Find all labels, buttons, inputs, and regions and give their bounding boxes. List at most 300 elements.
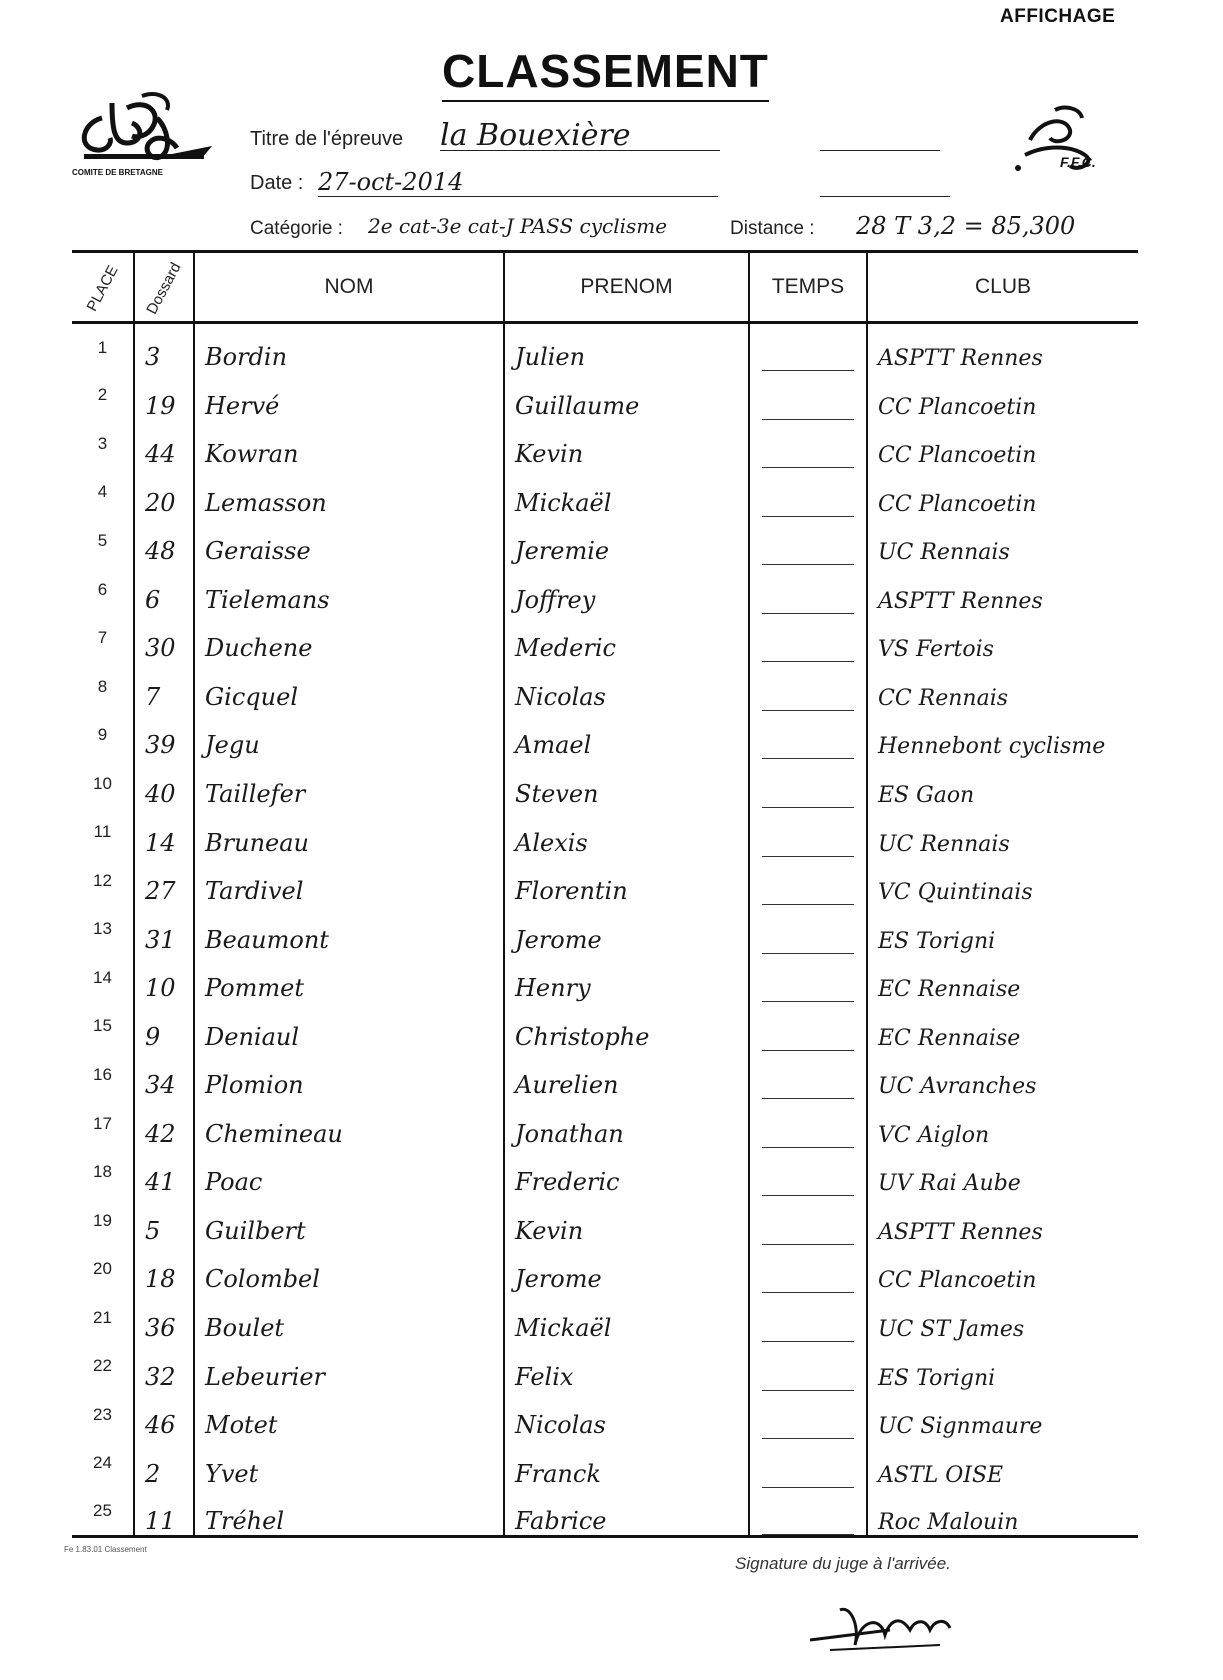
dossard-cell-text: 36	[135, 1314, 186, 1342]
form-reference: Fe 1.83.01 Classement	[64, 1545, 147, 1554]
prenom-cell-text: Amael	[505, 731, 601, 759]
temps-cell	[749, 662, 867, 711]
nom-cell	[194, 1002, 504, 1051]
col-club-header: CLUB	[867, 252, 1138, 323]
nom-cell-text: Tardivel	[195, 877, 313, 905]
club-cell	[867, 1245, 1138, 1294]
nom-cell-text: Lebeurier	[195, 1363, 335, 1391]
nom-cell	[194, 1439, 504, 1488]
club-cell-text: ES Torigni	[868, 929, 1005, 954]
dossard-cell-text: 40	[135, 780, 186, 808]
nom-cell-text: Hervé	[195, 392, 289, 420]
club-cell-text: VC Aiglon	[868, 1123, 999, 1148]
nom-cell	[194, 1099, 504, 1148]
prenom-cell-text: Kevin	[505, 440, 593, 468]
table-row	[72, 1148, 1138, 1197]
nom-cell-text: Yvet	[195, 1460, 268, 1488]
titre-label: Titre de l'épreuve	[250, 128, 404, 150]
club-cell	[867, 905, 1138, 954]
club-cell	[867, 468, 1138, 517]
dossard-cell	[134, 323, 194, 372]
club-cell-text: UV Rai Aube	[868, 1171, 1031, 1196]
club-cell-text: ASTL OISE	[868, 1463, 1013, 1488]
club-cell	[867, 1439, 1138, 1488]
temps-cell	[749, 323, 867, 372]
place-cell: 23	[72, 1391, 134, 1440]
club-cell-text: Hennebont cyclisme	[868, 734, 1115, 759]
temps-cell	[749, 565, 867, 614]
titre-value: la Bouexière	[440, 118, 631, 153]
nom-cell-text: Pommet	[195, 974, 314, 1002]
table-row	[72, 1196, 1138, 1245]
prenom-cell-text: Felix	[505, 1363, 583, 1391]
club-cell-text: Roc Malouin	[868, 1510, 1028, 1536]
col-dossard-header: Dossard	[134, 252, 194, 323]
place-cell: 20	[72, 1245, 134, 1294]
prenom-cell-text: Florentin	[505, 877, 638, 905]
ranking-rows	[72, 323, 1138, 1537]
prenom-cell-text: Julien	[505, 343, 595, 371]
date-label: Date :	[250, 172, 304, 194]
nom-cell	[194, 323, 504, 372]
club-cell-text: UC Signmaure	[868, 1414, 1052, 1439]
prenom-cell	[504, 1002, 749, 1051]
place-cell: 25	[72, 1488, 134, 1537]
prenom-cell-text: Aurelien	[505, 1071, 628, 1099]
table-row	[72, 1099, 1138, 1148]
temps-cell	[749, 808, 867, 857]
prenom-cell	[504, 954, 749, 1003]
prenom-cell	[504, 1245, 749, 1294]
club-cell	[867, 857, 1138, 906]
club-cell-text: EC Rennaise	[868, 1026, 1030, 1051]
club-cell	[867, 1148, 1138, 1197]
prenom-cell-text: Christophe	[505, 1023, 659, 1051]
temps-cell	[749, 857, 867, 906]
nom-cell	[194, 1488, 504, 1537]
table-row	[72, 857, 1138, 906]
comite-logo	[72, 88, 222, 194]
nom-cell-text: Bordin	[195, 343, 297, 371]
prenom-cell-text: Frederic	[505, 1168, 629, 1196]
club-cell	[867, 1293, 1138, 1342]
nom-cell-text: Deniaul	[195, 1023, 309, 1051]
dossard-cell-text: 11	[135, 1507, 186, 1536]
place-cell: 2	[72, 371, 134, 420]
dossard-cell-text: 32	[135, 1363, 186, 1391]
col-prenom-header: PRENOM	[504, 252, 749, 323]
dossard-cell-text: 18	[135, 1265, 186, 1293]
prenom-cell-text: Nicolas	[505, 683, 616, 711]
nom-cell	[194, 614, 504, 663]
date-underline-2	[820, 196, 950, 197]
nom-cell	[194, 1148, 504, 1197]
nom-cell	[194, 662, 504, 711]
temps-cell	[749, 759, 867, 808]
club-cell	[867, 808, 1138, 857]
place-cell: 5	[72, 517, 134, 566]
dossard-cell-text: 30	[135, 634, 186, 662]
ffc-logo	[1010, 100, 1120, 192]
nom-cell	[194, 1342, 504, 1391]
club-cell-text: VS Fertois	[868, 637, 1004, 662]
temps-cell	[749, 1439, 867, 1488]
temps-blank-line	[762, 1534, 854, 1535]
table-row	[72, 759, 1138, 808]
temps-cell	[749, 1051, 867, 1100]
prenom-cell	[504, 808, 749, 857]
club-cell-text: ES Torigni	[868, 1366, 1005, 1391]
place-cell: 4	[72, 468, 134, 517]
club-cell-text: CC Plancoetin	[868, 443, 1046, 468]
place-cell: 17	[72, 1099, 134, 1148]
prenom-cell	[504, 1099, 749, 1148]
place-cell: 14	[72, 954, 134, 1003]
nom-cell	[194, 565, 504, 614]
table-row	[72, 420, 1138, 469]
club-cell	[867, 711, 1138, 760]
prenom-cell-text: Henry	[505, 974, 601, 1002]
dossard-cell	[134, 808, 194, 857]
nom-cell-text: Beaumont	[195, 926, 339, 954]
temps-cell	[749, 1196, 867, 1245]
nom-cell	[194, 808, 504, 857]
temps-cell	[749, 614, 867, 663]
table-row	[72, 1488, 1138, 1537]
prenom-cell	[504, 759, 749, 808]
club-cell-text: CC Rennais	[868, 686, 1018, 711]
table-row	[72, 905, 1138, 954]
nom-cell-text: Kowran	[195, 440, 309, 468]
nom-cell	[194, 1391, 504, 1440]
place-cell: 8	[72, 662, 134, 711]
distance-label: Distance :	[730, 218, 815, 239]
distance-value: 28 T 3,2 = 85,300	[856, 212, 1076, 240]
table-row	[72, 565, 1138, 614]
place-cell: 24	[72, 1439, 134, 1488]
dossard-cell-text: 34	[135, 1071, 186, 1099]
prenom-cell-text: Guillaume	[505, 392, 649, 420]
nom-cell	[194, 857, 504, 906]
place-cell: 19	[72, 1196, 134, 1245]
nom-cell-text: Motet	[195, 1411, 288, 1439]
dossard-cell	[134, 759, 194, 808]
signature-label: Signature du juge à l'arrivée.	[735, 1554, 951, 1573]
temps-cell	[749, 711, 867, 760]
dossard-cell-text: 44	[135, 440, 186, 468]
place-cell: 10	[72, 759, 134, 808]
place-cell: 11	[72, 808, 134, 857]
ffc-logo-text: F.F.C.	[1060, 154, 1096, 170]
club-cell-text: CC Plancoetin	[868, 395, 1046, 420]
temps-cell	[749, 1148, 867, 1197]
club-cell	[867, 371, 1138, 420]
signature-scribble	[800, 1590, 980, 1670]
table-row	[72, 1051, 1138, 1100]
club-cell	[867, 1051, 1138, 1100]
table-row	[72, 711, 1138, 760]
club-cell	[867, 1488, 1138, 1537]
table-row	[72, 662, 1138, 711]
club-cell	[867, 759, 1138, 808]
club-cell-text: CC Plancoetin	[868, 1268, 1046, 1293]
club-cell-text: ES Gaon	[868, 783, 984, 808]
prenom-cell	[504, 905, 749, 954]
prenom-cell	[504, 371, 749, 420]
date-underline	[318, 196, 718, 197]
club-cell	[867, 420, 1138, 469]
col-place-header: PLACE	[72, 252, 134, 323]
nom-cell	[194, 1293, 504, 1342]
prenom-cell	[504, 1293, 749, 1342]
dossard-cell	[134, 1488, 194, 1537]
prenom-cell-text: Mickaël	[505, 489, 621, 517]
nom-cell-text: Poac	[195, 1168, 272, 1196]
date-value: 27-oct-2014	[318, 168, 464, 196]
nom-cell-text: Boulet	[195, 1314, 294, 1342]
prenom-cell	[504, 1488, 749, 1537]
place-cell: 18	[72, 1148, 134, 1197]
affichage-label: AFFICHAGE	[1000, 6, 1116, 27]
club-cell-text: EC Rennaise	[868, 977, 1030, 1002]
nom-cell	[194, 1051, 504, 1100]
dossard-cell-text: 9	[135, 1023, 170, 1051]
ffc-logo-graphic	[1010, 100, 1120, 192]
place-cell: 15	[72, 1002, 134, 1051]
dossard-cell-text: 6	[135, 586, 170, 614]
prenom-cell-text: Jonathan	[505, 1120, 634, 1148]
dossard-cell	[134, 1196, 194, 1245]
place-cell: 3	[72, 420, 134, 469]
prenom-cell-text: Jeremie	[505, 537, 619, 565]
club-cell	[867, 1391, 1138, 1440]
nom-cell	[194, 954, 504, 1003]
dossard-cell	[134, 1002, 194, 1051]
page-title: CLASSEMENT	[442, 44, 769, 102]
place-cell: 6	[72, 565, 134, 614]
prenom-cell-text: Franck	[505, 1460, 611, 1488]
nom-cell-text: Plomion	[195, 1071, 314, 1099]
club-cell-text: UC ST James	[868, 1317, 1034, 1342]
dossard-cell	[134, 420, 194, 469]
dossard-cell	[134, 468, 194, 517]
nom-cell-text: Jegu	[195, 731, 270, 759]
dossard-cell	[134, 1439, 194, 1488]
dossard-cell-text: 31	[135, 926, 186, 954]
dossard-cell	[134, 662, 194, 711]
club-cell	[867, 1342, 1138, 1391]
table-row	[72, 371, 1138, 420]
prenom-cell-text: Jerome	[505, 926, 612, 954]
prenom-cell-text: Kevin	[505, 1217, 593, 1245]
dossard-cell-text: 27	[135, 877, 186, 905]
nom-cell	[194, 371, 504, 420]
dossard-cell	[134, 905, 194, 954]
temps-cell	[749, 517, 867, 566]
temps-cell	[749, 954, 867, 1003]
table-row	[72, 808, 1138, 857]
prenom-cell	[504, 517, 749, 566]
place-cell: 9	[72, 711, 134, 760]
dossard-cell-text: 10	[135, 974, 186, 1002]
place-cell: 1	[72, 323, 134, 372]
nom-cell-text: Tréhel	[195, 1507, 294, 1536]
prenom-cell	[504, 662, 749, 711]
prenom-cell-text: Nicolas	[505, 1411, 616, 1439]
place-cell: 16	[72, 1051, 134, 1100]
dossard-cell-text: 5	[135, 1217, 170, 1245]
place-cell: 13	[72, 905, 134, 954]
table-row	[72, 614, 1138, 663]
prenom-cell	[504, 1342, 749, 1391]
nom-cell-text: Lemasson	[195, 489, 337, 517]
temps-cell	[749, 1293, 867, 1342]
dossard-cell	[134, 711, 194, 760]
dossard-cell	[134, 1099, 194, 1148]
nom-cell-text: Tielemans	[195, 586, 340, 614]
dossard-cell-text: 42	[135, 1120, 186, 1148]
nom-cell-text: Gicquel	[195, 683, 308, 711]
prenom-cell	[504, 1439, 749, 1488]
club-cell	[867, 954, 1138, 1003]
temps-cell	[749, 1488, 867, 1537]
nom-cell	[194, 1245, 504, 1294]
club-cell	[867, 323, 1138, 372]
nom-cell-text: Duchene	[195, 634, 322, 662]
club-cell	[867, 614, 1138, 663]
comite-logo-graphic	[72, 88, 222, 194]
temps-cell	[749, 1342, 867, 1391]
temps-cell	[749, 468, 867, 517]
judge-signature	[800, 1590, 980, 1670]
prenom-cell	[504, 857, 749, 906]
prenom-cell	[504, 1196, 749, 1245]
dossard-cell-text: 46	[135, 1411, 186, 1439]
dossard-cell	[134, 1051, 194, 1100]
dossard-cell-text: 3	[135, 343, 170, 371]
temps-cell	[749, 420, 867, 469]
dossard-cell	[134, 517, 194, 566]
club-cell-text: ASPTT Rennes	[868, 346, 1053, 371]
temps-cell	[749, 905, 867, 954]
prenom-cell	[504, 1051, 749, 1100]
temps-cell	[749, 371, 867, 420]
nom-cell-text: Chemineau	[195, 1120, 353, 1148]
dossard-cell-text: 14	[135, 829, 186, 857]
prenom-cell-text: Alexis	[505, 829, 598, 857]
prenom-cell	[504, 468, 749, 517]
nom-cell	[194, 1196, 504, 1245]
club-cell-text: UC Avranches	[868, 1074, 1046, 1099]
prenom-cell	[504, 614, 749, 663]
table-row	[72, 1342, 1138, 1391]
place-cell: 12	[72, 857, 134, 906]
club-cell	[867, 662, 1138, 711]
club-cell	[867, 517, 1138, 566]
prenom-cell	[504, 323, 749, 372]
nom-cell	[194, 759, 504, 808]
prenom-cell	[504, 1148, 749, 1197]
club-cell-text: VC Quintinais	[868, 880, 1043, 905]
nom-cell	[194, 420, 504, 469]
dossard-cell-text: 48	[135, 537, 186, 565]
dossard-cell-text: 7	[135, 683, 170, 711]
prenom-cell-text: Mederic	[505, 634, 626, 662]
prenom-cell	[504, 1391, 749, 1440]
table-row	[72, 1439, 1138, 1488]
club-cell	[867, 1196, 1138, 1245]
prenom-cell-text: Jerome	[505, 1265, 612, 1293]
prenom-cell	[504, 711, 749, 760]
nom-cell-text: Taillefer	[195, 780, 315, 808]
dossard-cell	[134, 1391, 194, 1440]
col-nom-header: NOM	[194, 252, 504, 323]
titre-underline-2	[820, 150, 940, 151]
nom-cell-text: Bruneau	[195, 829, 319, 857]
temps-cell	[749, 1245, 867, 1294]
ranking-table	[72, 250, 1138, 1538]
table-row	[72, 1245, 1138, 1294]
dossard-cell	[134, 1342, 194, 1391]
nom-cell-text: Colombel	[195, 1265, 330, 1293]
table-row	[72, 1293, 1138, 1342]
nom-cell-text: Guilbert	[195, 1217, 316, 1245]
table-row	[72, 954, 1138, 1003]
titre-underline	[440, 150, 720, 151]
club-cell-text: ASPTT Rennes	[868, 1220, 1053, 1245]
place-cell: 22	[72, 1342, 134, 1391]
prenom-cell-text: Mickaël	[505, 1314, 621, 1342]
dossard-cell	[134, 1293, 194, 1342]
dossard-cell	[134, 1245, 194, 1294]
table-row	[72, 1391, 1138, 1440]
club-cell	[867, 565, 1138, 614]
prenom-cell	[504, 565, 749, 614]
dossard-cell-text: 19	[135, 392, 186, 420]
categorie-value: 2e cat-3e cat-J PASS cyclisme	[368, 214, 668, 238]
dossard-cell-text: 39	[135, 731, 186, 759]
club-cell	[867, 1099, 1138, 1148]
prenom-cell	[504, 420, 749, 469]
prenom-cell-text: Steven	[505, 780, 609, 808]
club-cell-text: ASPTT Rennes	[868, 589, 1053, 614]
place-cell: 7	[72, 614, 134, 663]
table-row	[72, 517, 1138, 566]
dossard-cell-text: 20	[135, 489, 186, 517]
dossard-cell	[134, 371, 194, 420]
club-cell-text: CC Plancoetin	[868, 492, 1046, 517]
nom-cell	[194, 468, 504, 517]
table-row	[72, 1002, 1138, 1051]
dossard-cell-text: 2	[135, 1460, 170, 1488]
dossard-cell	[134, 954, 194, 1003]
nom-cell-text: Geraisse	[195, 537, 321, 565]
col-temps-header: TEMPS	[749, 252, 867, 323]
nom-cell	[194, 905, 504, 954]
club-cell-text: UC Rennais	[868, 540, 1020, 565]
table-row	[72, 468, 1138, 517]
nom-cell	[194, 517, 504, 566]
dossard-cell	[134, 1148, 194, 1197]
comite-logo-text: COMITE DE BRETAGNE	[72, 168, 163, 177]
dossard-cell	[134, 614, 194, 663]
categorie-label: Catégorie :	[250, 218, 343, 239]
nom-cell	[194, 711, 504, 760]
temps-cell	[749, 1099, 867, 1148]
prenom-cell-text: Fabrice	[505, 1507, 617, 1536]
table-header-row	[72, 252, 1138, 323]
club-cell	[867, 1002, 1138, 1051]
